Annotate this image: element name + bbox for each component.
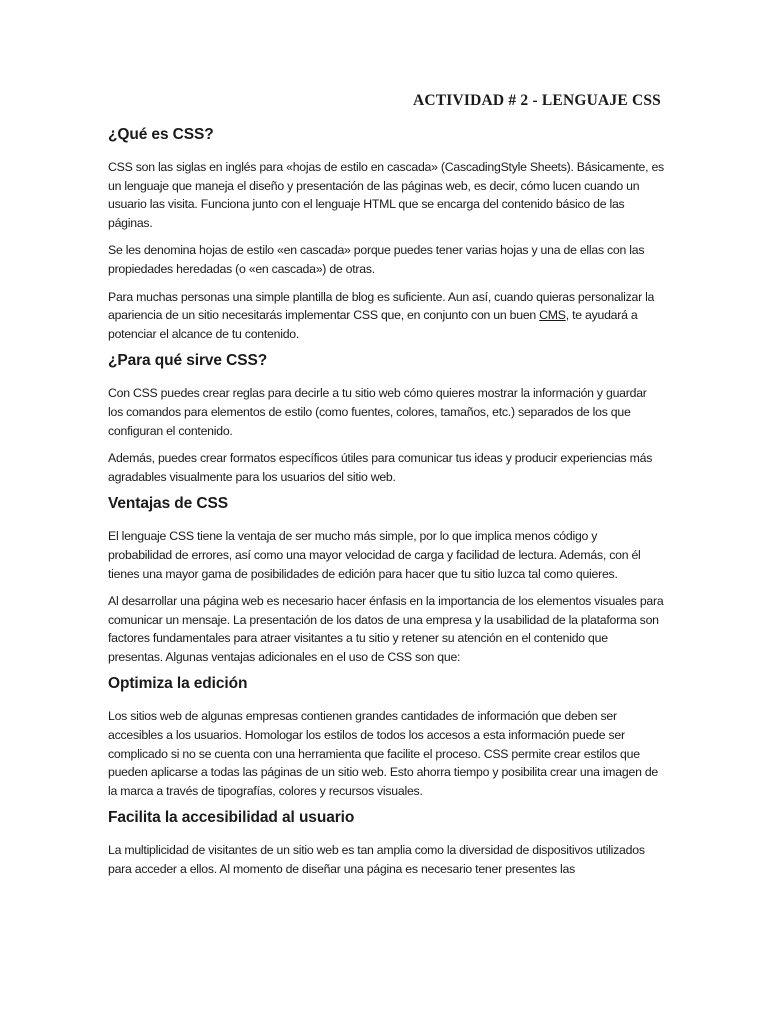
section-heading: Ventajas de CSS [108, 495, 228, 513]
paragraph: Al desarrollar una página web es necesario hacer énfasis en la importancia de los elementos visuales para comunicar un mensaje. La presentación de los datos de una empresa y la usabilidad de la plataforma son factores fundamentales para atraer visitantes a tu sitio y retener su atención en el contenido que presentas. Algunas ventajas adicionales en el uso de CSS son que: [108, 594, 664, 664]
section-optimiza-edicion [108, 675, 664, 800]
section-para-que-sirve [108, 352, 664, 486]
section-ventajas [108, 495, 664, 666]
paragraph-text: , te ayudará a potenciar el alcance de tu contenido. [108, 308, 638, 341]
section-heading: ¿Para qué sirve CSS? [108, 352, 268, 370]
paragraph [108, 288, 664, 344]
section-heading: Facilita la accesibilidad al usuario [108, 809, 355, 827]
document-title: ACTIVIDAD # 2 - LENGUAJE CSS [412, 92, 661, 109]
section-heading: Optimiza la edición [108, 675, 248, 693]
paragraph: CSS son las siglas en inglés para «hojas de estilo en cascada» (CascadingStyle Sheets). Básicamente, es un lenguaje que maneja el diseño y presentación de las páginas web, es decir, cómo lucen cuando un usuario las visita. Funciona junto con el lenguaje HTML que se encarga del contenido básico de las páginas. [108, 160, 664, 230]
paragraph: Además, puedes crear formatos específicos útiles para comunicar tus ideas y producir experiencias más agradables visualmente para los usuarios del sitio web. [108, 451, 653, 484]
section-que-es-css [108, 126, 664, 343]
document-body [108, 126, 664, 888]
paragraph: Los sitios web de algunas empresas contienen grandes cantidades de información que deben ser accesibles a los usuarios. Homologar los estilos de todos los accesos a esta información puede ser complicado si no se cuenta con una herramienta que facilite el proceso. CSS permite crear estilos que pueden aplicarse a todas las páginas de un sitio web. Esto ahorra tiempo y posibilita crear una imagen de la marca a través de tipografías, colores y recursos visuales. [108, 709, 659, 798]
paragraph: La multiplicidad de visitantes de un sitio web es tan amplia como la diversidad de dispositivos utilizados para acceder a ellos. Al momento de diseñar una página es necesario tener presentes las [108, 843, 645, 877]
paragraph: El lenguaje CSS tiene la ventaja de ser mucho más simple, por lo que implica menos código y probabilidad de errores, así como una mayor velocidad de carga y facilidad de lectura. Además, con él tienes una mayor gama de posibilidades de edición para hacer que tu sitio luzca tal como quieres. [108, 529, 641, 581]
paragraph-text: Para muchas personas una simple plantilla de blog es suficiente. Aun así, cuando quieras personalizar la apariencia de un sitio necesitarás implementar CSS que, en conjunto con un buen [108, 289, 655, 323]
section-heading: ¿Qué es CSS? [108, 126, 214, 143]
cms-link[interactable]: CMS [539, 308, 566, 323]
paragraph: Con CSS puedes crear reglas para decirle a tu sitio web cómo quieres mostrar la información y guardar los comandos para elementos de estilo (como fuentes, colores, tamaños, etc.) separados de los que configuran el contenido. [108, 386, 647, 438]
paragraph: Se les denomina hojas de estilo «en cascada» porque puedes tener varias hojas y una de ellas con las propiedades heredadas (o «en cascada») de otras. [108, 243, 645, 276]
section-accesibilidad [108, 809, 664, 878]
